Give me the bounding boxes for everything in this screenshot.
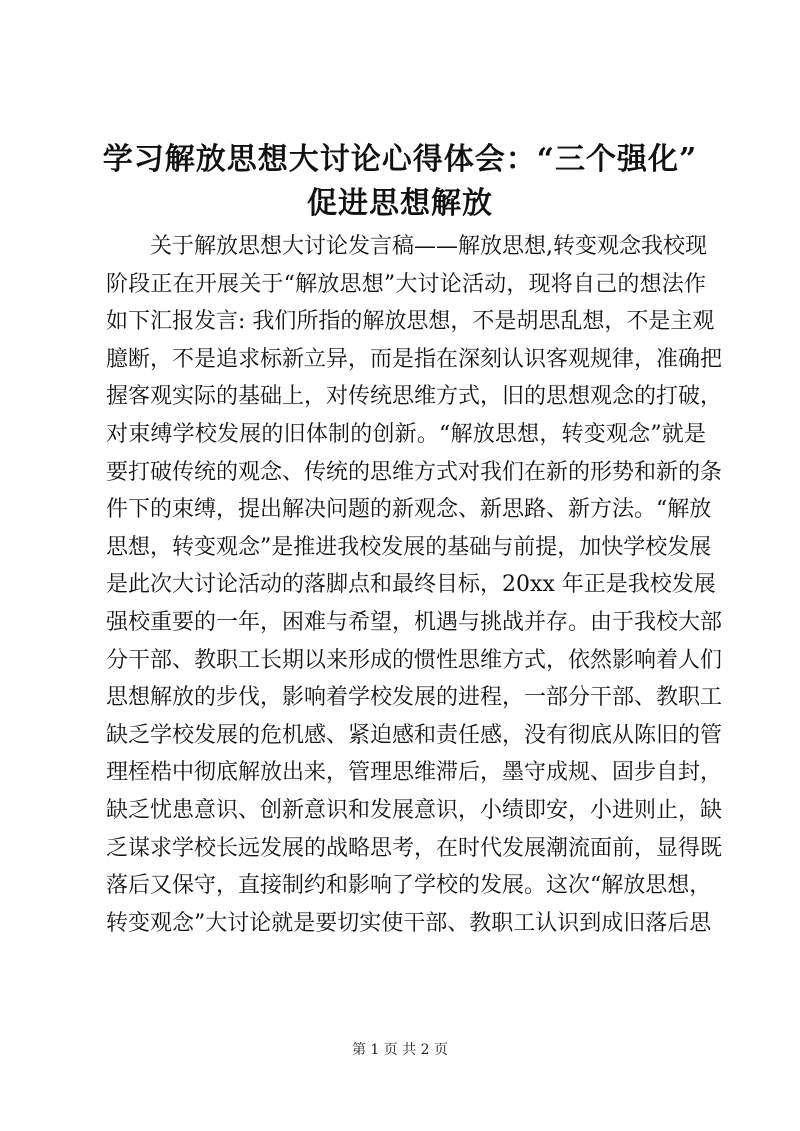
body-line: 臆断，不是追求标新立异，而是指在深刻认识客观规律，准确把 — [106, 346, 723, 372]
body-line: 关于解放思想大讨论发言稿——解放思想,转变观念我校现 — [150, 234, 707, 259]
body-line: 思想解放的步伐，影响着学校发展的进程，一部分干部、教职工 — [106, 685, 723, 711]
body-line: 阶段正在开展关于“解放思想”大讨论活动，现将自己的想法作 — [106, 271, 706, 297]
body-line: 转变观念”大讨论就是要切实使干部、教职工认识到成旧落后思 — [106, 910, 712, 936]
body-line: 分干部、教职工长期以来形成的惯性思维方式，依然影响着人们 — [106, 647, 723, 673]
body-line: 缺乏学校发展的危机感、紧迫感和责任感，没有彻底从陈旧的管 — [106, 722, 723, 748]
document-title-line-1: 学习解放思想大讨论心得体会：“三个强化” — [102, 142, 698, 177]
body-line: 是此次大讨论活动的落脚点和最终目标，20xx 年正是我校发展 — [106, 572, 716, 598]
body-line: 件下的束缚，提出解决问题的新观念、新思路、新方法。“解放 — [106, 497, 712, 523]
body-line: 缺乏忧患意识、创新意识和发展意识，小绩即安，小进则止，缺 — [106, 797, 723, 823]
body-line: 强校重要的一年，困难与希望，机遇与挑战并存。由于我校大部 — [106, 609, 723, 635]
document-title-line-2: 促进思想解放 — [307, 186, 493, 221]
document-body — [106, 228, 723, 942]
body-line: 落后又保守，直接制约和影响了学校的发展。这次“解放思想， — [106, 873, 712, 899]
body-line: 要打破传统的观念、传统的思维方式对我们在新的形势和新的条 — [106, 459, 723, 485]
page-footer: 第 1 页 共 2 页 — [351, 1042, 449, 1058]
body-line: 理桎梏中彻底解放出来，管理思维滞后，墨守成规、固步自封， — [106, 760, 723, 786]
body-line: 握客观实际的基础上，对传统思维方式，旧的思想观念的打破， — [106, 384, 723, 410]
body-line: 思想，转变观念”是推进我校发展的基础与前提，加快学校发展 — [106, 534, 712, 560]
body-line: 对束缚学校发展的旧体制的创新。“解放思想，转变观念”就是 — [106, 421, 706, 447]
body-line: 乏谋求学校长远发展的战略思考，在时代发展潮流面前，显得既 — [106, 835, 723, 861]
body-line: 如下汇报发言: 我们所指的解放思想，不是胡思乱想，不是主观 — [106, 309, 715, 335]
